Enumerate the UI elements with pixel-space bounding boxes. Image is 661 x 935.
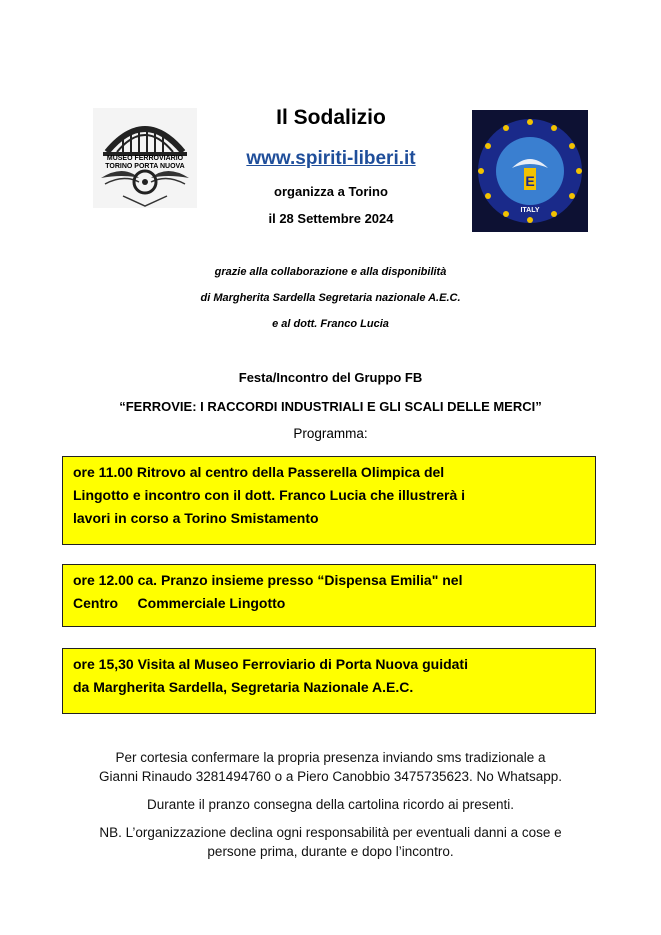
- page-title: Il Sodalizio: [276, 106, 386, 129]
- aec-emblem: [472, 110, 588, 232]
- website-link[interactable]: www.spiriti-liberi.it: [246, 148, 416, 169]
- program-item-3-line-2: da Margherita Sardella, Segretaria Nazionale A.E.C.: [73, 679, 414, 695]
- program-item-1-line-2: Lingotto e incontro con il dott. Franco Lucia che illustrerà i: [73, 487, 466, 503]
- program-label: Programma:: [293, 426, 368, 441]
- confirm-paragraph: [40, 748, 621, 786]
- thanks-line-3: e al dott. Franco Lucia: [272, 318, 389, 330]
- svg-text:E: E: [525, 173, 535, 189]
- program-item-2: [62, 564, 596, 627]
- organizes-text: organizza a Torino: [274, 184, 388, 199]
- disclaimer-paragraph: [40, 823, 621, 861]
- logo-text-line2: TORINO PORTA NUOVA: [105, 163, 185, 170]
- program-item-2-line-2: Centro Commerciale Lingotto: [73, 595, 286, 611]
- disclaimer-line-2: persone prima, durante e dopo l’incontro.: [207, 844, 454, 859]
- confirm-line-2: Gianni Rinaudo 3281494760 o a Piero Canobbio 3475735623. No Whatsapp.: [98, 769, 563, 784]
- thanks-line-1: grazie alla collaborazione e alla disponibilità: [214, 266, 447, 278]
- gift-note: Durante il pranzo consegna della cartolina ricordo ai presenti.: [147, 797, 514, 812]
- confirm-line-1: Per cortesia confermare la propria presenza inviando sms tradizionale a: [115, 750, 546, 765]
- program-item-1-line-1: ore 11.00 Ritrovo al centro della Passerella Olimpica del: [73, 464, 445, 480]
- thanks-line-2: di Margherita Sardella Segretaria nazionale A.E.C.: [200, 292, 461, 304]
- program-item-2-line-1: ore 12.00 ca. Pranzo insieme presso “Dispensa Emilia" nel: [73, 572, 463, 588]
- disclaimer-line-1: NB. L’organizzazione declina ogni responsabilità per eventuali danni a cose e: [99, 825, 562, 840]
- event-theme: “FERROVIE: I RACCORDI INDUSTRIALI E GLI SCALI DELLE MERCI”: [119, 399, 542, 414]
- program-item-1: [62, 456, 596, 545]
- program-item-3: [62, 648, 596, 714]
- emblem-bottom-text: ITALY: [520, 207, 540, 214]
- program-item-1-line-3: lavori in corso a Torino Smistamento: [73, 510, 319, 526]
- event-name: Festa/Incontro del Gruppo FB: [238, 370, 423, 385]
- logo-text-line1: MUSEO FERROVIARIO: [106, 155, 184, 162]
- program-item-3-line-1: ore 15,30 Visita al Museo Ferroviario di Porta Nuova guidati: [73, 656, 468, 672]
- event-date: il 28 Settembre 2024: [268, 211, 394, 226]
- museum-railway-logo: [93, 108, 197, 208]
- aec-emblem-icon: [472, 110, 588, 232]
